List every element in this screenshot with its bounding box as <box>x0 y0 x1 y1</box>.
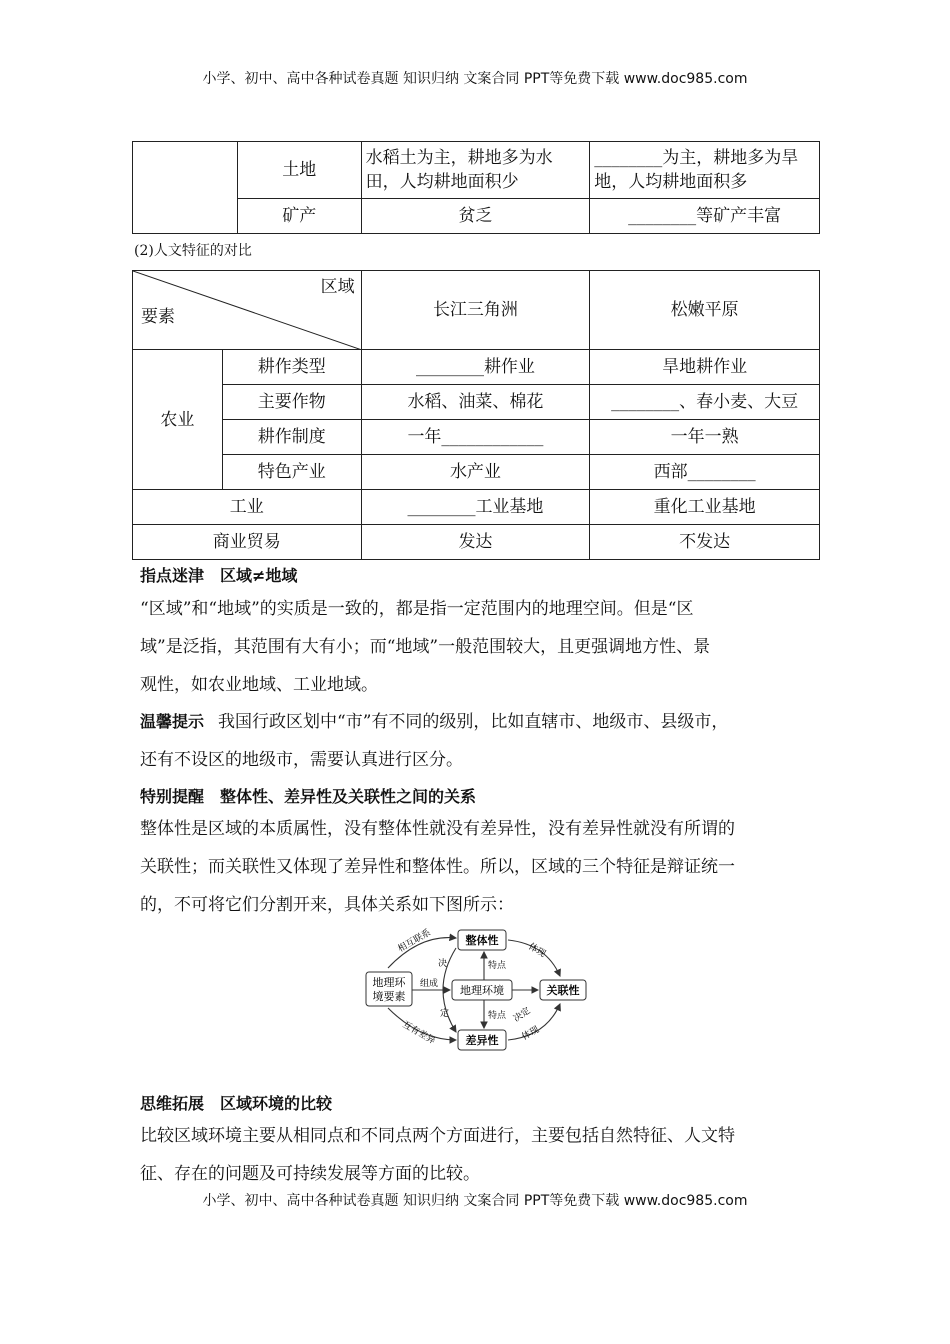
text-line: 还有不设区的地级市，需要认真进行区分。 <box>140 750 463 770</box>
songnen-cell: 一年一熟 <box>590 420 820 455</box>
table-row <box>133 420 820 455</box>
table-header-row <box>133 271 820 350</box>
songnen-cell: 西部________ <box>590 455 820 490</box>
edge-label: 组成 <box>420 979 439 989</box>
page-footer: 小学、初中、高中各种试卷真题 知识归纳 文案合同 PPT等免费下载 www.doc985.com <box>202 1193 748 1209</box>
human-feature-table <box>132 270 820 560</box>
column-header-songnen: 松嫩平原 <box>590 271 820 350</box>
note-title: 整体性、差异性及关联性之间的关系 <box>220 787 477 806</box>
note-label: 指点迷津 <box>140 566 205 585</box>
yangtze-cell: ________耕作业 <box>361 350 590 385</box>
note-body-1 <box>140 590 820 704</box>
text-line: 域”是泛指，其范围有大有小；而“地域”一般范围较大，且更强调地方性、景 <box>140 637 711 657</box>
edge-label: 决 <box>438 959 448 969</box>
row-item: 主要作物 <box>222 385 361 420</box>
note-title: 区域环境的比较 <box>220 1094 333 1113</box>
text-span: 我国行政区划中“市”有不同的级别，比如直辖市、地级市、县级市， <box>218 712 729 732</box>
yangtze-cell: ________工业基地 <box>361 490 590 525</box>
yangtze-cell: 一年____________ <box>361 420 590 455</box>
text-line: 关联性；而关联性又体现了差异性和整体性。所以，区域的三个特征是辩证统一 <box>140 857 735 877</box>
text-line: 的，不可将它们分割开来，具体关系如下图所示： <box>140 895 514 915</box>
table-row <box>133 455 820 490</box>
note-heading-4 <box>140 1091 332 1114</box>
note-label: 思维拓展 <box>140 1094 205 1113</box>
text-line: 比较区域环境主要从相同点和不同点两个方面进行，主要包括自然特征、人文特 <box>140 1126 735 1146</box>
row-item: 工业 <box>133 490 362 525</box>
yangtze-cell: 水稻土为主，耕地多为水田，人均耕地面积少 <box>361 142 590 199</box>
text-line: “区域”和“地域”的实质是一致的，都是指一定范围内的地理空间。但是“区 <box>140 599 694 619</box>
diagonal-header-cell <box>133 271 362 350</box>
yangtze-cell: 水稻、油菜、棉花 <box>361 385 590 420</box>
text-line: 征、存在的问题及可持续发展等方面的比较。 <box>140 1164 480 1184</box>
edge-label: 体现 <box>526 941 548 960</box>
text-line: 观性，如农业地域、工业地域。 <box>140 675 378 695</box>
table-row <box>133 525 820 560</box>
node-label: 差异性 <box>465 1034 499 1047</box>
row-item: 商业贸易 <box>133 525 362 560</box>
yangtze-cell: 水产业 <box>361 455 590 490</box>
row-item: 土地 <box>237 142 361 199</box>
row-item: 特色产业 <box>222 455 361 490</box>
text-line <box>140 703 822 741</box>
corner-region-label: 区域 <box>320 277 355 297</box>
edge-label: 体现 <box>520 1024 542 1043</box>
songnen-cell: 不发达 <box>590 525 820 560</box>
text-line: 整体性是区域的本质属性，没有整体性就没有差异性，没有差异性就没有所谓的 <box>140 819 735 839</box>
row-item: 耕作制度 <box>222 420 361 455</box>
songnen-cell: 旱地耕作业 <box>590 350 820 385</box>
note-heading-3 <box>140 784 476 807</box>
note-label: 特别提醒 <box>140 787 205 806</box>
edge-label: 特点 <box>488 1011 507 1021</box>
node-label: 境要素 <box>372 990 406 1003</box>
natural-feature-table <box>132 141 820 234</box>
row-item: 矿产 <box>237 199 361 234</box>
songnen-cell: 重化工业基地 <box>590 490 820 525</box>
songnen-cell: ________为主，耕地多为旱地，人均耕地面积多 <box>590 142 820 199</box>
note-body-3 <box>140 810 820 924</box>
node-label: 关联性 <box>546 984 580 997</box>
agriculture-label: 农业 <box>133 350 223 490</box>
songnen-cell: ________等矿产丰富 <box>590 199 820 234</box>
region-characteristics-diagram <box>360 922 620 1054</box>
node-label: 地理环境 <box>460 984 504 997</box>
page-header: 小学、初中、高中各种试卷真题 知识归纳 文案合同 PPT等免费下载 www.doc985.com <box>202 71 748 87</box>
corner-element-label: 要素 <box>141 307 175 327</box>
node-label: 整体性 <box>465 934 499 947</box>
table-row <box>133 142 820 199</box>
table-row <box>133 385 820 420</box>
node-label: 地理环 <box>372 976 406 989</box>
table-caption: (2)人文特征的对比 <box>134 243 252 259</box>
empty-cell <box>133 142 238 234</box>
row-item: 耕作类型 <box>222 350 361 385</box>
yangtze-cell: 发达 <box>361 525 590 560</box>
songnen-cell: ________、春小麦、大豆 <box>590 385 820 420</box>
note-heading-1 <box>140 563 297 586</box>
table-row <box>133 350 820 385</box>
table-row <box>133 490 820 525</box>
column-header-yangtze: 长江三角洲 <box>361 271 590 350</box>
note-body-2 <box>140 703 822 779</box>
note-label: 温馨提示 <box>140 712 205 731</box>
note-title: 区域≠地域 <box>220 566 298 585</box>
edge-label: 相互联系 <box>396 927 433 955</box>
edge-label: 决定 <box>511 1005 533 1025</box>
note-body-4 <box>140 1117 820 1193</box>
edge-label: 特点 <box>488 961 507 971</box>
yangtze-cell: 贫乏 <box>361 199 590 234</box>
edge-label: 定 <box>440 1009 450 1019</box>
edge-label: 互有差异 <box>400 1019 437 1047</box>
